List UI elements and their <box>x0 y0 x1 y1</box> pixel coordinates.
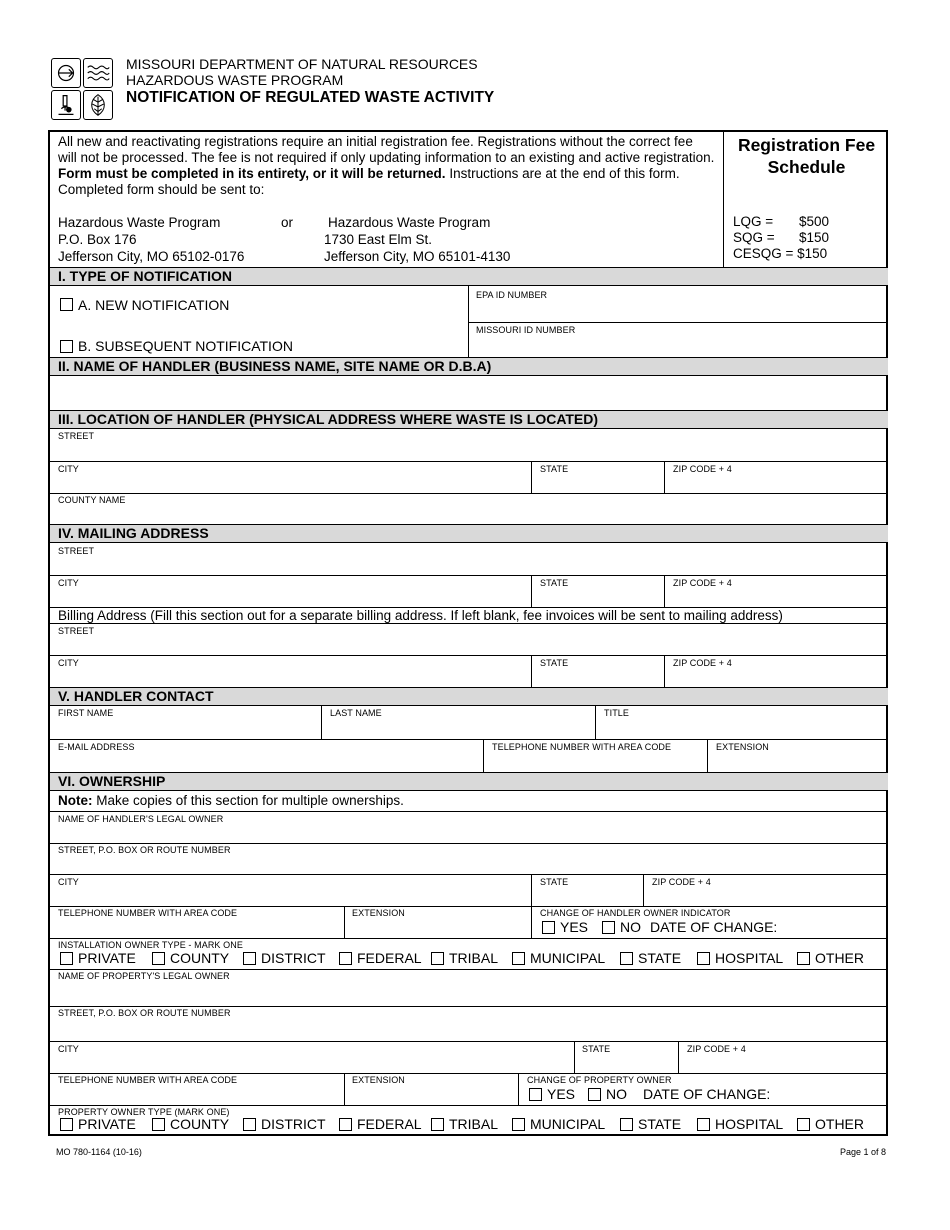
billing-address-note: Billing Address (Fill this section out for a separate billing address. If left blank, fee invoices will be sent to mailing address) <box>58 608 783 623</box>
divider <box>664 575 665 607</box>
fee-label: SQG = <box>733 230 775 245</box>
address-line: Jefferson City, MO 65101-4130 <box>324 249 511 264</box>
property-owner-type-hospital-checkbox[interactable] <box>697 1118 710 1131</box>
divider <box>50 811 888 812</box>
divider <box>595 706 596 739</box>
divider <box>50 655 888 656</box>
section-mailing-address: IV. MAILING ADDRESS <box>50 524 888 543</box>
property-owner-type-tribal-checkbox[interactable] <box>431 1118 444 1131</box>
location-street-label: STREET <box>58 431 95 441</box>
handler-name-field[interactable] <box>50 376 888 410</box>
mailing-street-label: STREET <box>58 546 95 556</box>
fee-row <box>733 214 830 230</box>
fee-title-line: Registration Fee <box>737 135 876 155</box>
property-state-label: STATE <box>582 1044 611 1054</box>
divider <box>664 655 665 687</box>
divider <box>50 739 888 740</box>
property-extension-label: EXTENSION <box>352 1075 405 1085</box>
divider <box>50 1073 888 1074</box>
divider <box>50 493 888 494</box>
handler-change-no-checkbox[interactable] <box>602 921 615 934</box>
property-owner-type-county-label: COUNTY <box>170 1116 230 1132</box>
address-line: Hazardous Waste Program <box>58 215 221 230</box>
intro-text-end: Instructions are at the end of this form. Completed form should be sent to: <box>58 166 680 197</box>
leaf-icon <box>83 90 113 120</box>
section-handler-contact: V. HANDLER CONTACT <box>50 687 888 706</box>
address-line: Hazardous Waste Program <box>328 215 491 230</box>
divider <box>50 843 888 844</box>
fee-schedule <box>725 132 888 267</box>
new-notification-label: A. NEW NOTIFICATION <box>78 297 230 313</box>
property-owner-type-federal-checkbox[interactable] <box>339 1118 352 1131</box>
installation-owner-type-district-label: DISTRICT <box>261 950 326 966</box>
divider <box>321 706 322 739</box>
installation-owner-type-label: INSTALLATION OWNER TYPE - MARK ONE <box>58 940 243 950</box>
billing-street-label: STREET <box>58 626 95 636</box>
mailing-zip-label: ZIP CODE + 4 <box>673 578 732 588</box>
address-line: P.O. Box 176 <box>58 232 137 247</box>
property-street-label: STREET, P.O. BOX OR ROUTE NUMBER <box>58 1008 231 1018</box>
fee-label: CESQG = $150 <box>733 246 828 261</box>
note-bold: Note: <box>58 793 93 808</box>
property-change-no-label: NO <box>606 1086 627 1102</box>
property-owner-type-private-checkbox[interactable] <box>60 1118 73 1131</box>
form-number: MO 780-1164 (10-16) <box>56 1147 142 1157</box>
mailing-address-street <box>324 214 510 265</box>
property-owner-type-private-label: PRIVATE <box>78 1116 136 1132</box>
divider <box>50 1041 888 1042</box>
property-city-label: CITY <box>58 1044 79 1054</box>
divider <box>50 969 888 970</box>
property-owner-type-tribal-label: TRIBAL <box>449 1116 499 1132</box>
divider <box>518 1073 519 1105</box>
property-owner-type-federal-label: FEDERAL <box>357 1116 422 1132</box>
divider <box>531 575 532 607</box>
missouri-id-label: MISSOURI ID NUMBER <box>476 325 576 335</box>
installation-owner-type-other-label: OTHER <box>815 950 864 966</box>
property-owner-type-label: PROPERTY OWNER TYPE (MARK ONE) <box>58 1107 230 1117</box>
divider <box>678 1041 679 1073</box>
or-text: or <box>281 215 294 230</box>
location-zip-label: ZIP CODE + 4 <box>673 464 732 474</box>
note-text: Make copies of this section for multiple ownerships. <box>92 793 404 808</box>
divider <box>707 739 708 772</box>
ownership-note <box>58 793 404 809</box>
handler-change-yes-label: YES <box>560 919 589 935</box>
new-notification-checkbox[interactable] <box>60 298 73 311</box>
owner-street-label: STREET, P.O. BOX OR ROUTE NUMBER <box>58 845 231 855</box>
property-owner-type-hospital-label: HOSPITAL <box>715 1116 784 1132</box>
divider <box>344 1073 345 1105</box>
property-owner-name-label: NAME OF PROPERTY'S LEGAL OWNER <box>58 971 230 981</box>
dnr-logo <box>51 58 114 121</box>
owner-phone-label: TELEPHONE NUMBER WITH AREA CODE <box>58 908 238 918</box>
owner-city-label: CITY <box>58 877 79 887</box>
section-ownership: VI. OWNERSHIP <box>50 772 888 791</box>
fee-row <box>733 230 830 246</box>
divider <box>468 322 888 323</box>
billing-zip-label: ZIP CODE + 4 <box>673 658 732 668</box>
fee-amount: $150 <box>799 230 830 245</box>
installation-owner-type-private-label: PRIVATE <box>78 950 136 966</box>
agency-name: MISSOURI DEPARTMENT OF NATURAL RESOURCES <box>126 56 478 72</box>
section-location-of-handler: III. LOCATION OF HANDLER (PHYSICAL ADDRESS WHERE WASTE IS LOCATED) <box>50 410 888 429</box>
installation-owner-type-district-checkbox[interactable] <box>243 952 256 965</box>
property-owner-type-district-checkbox[interactable] <box>243 1118 256 1131</box>
owner-zip-label: ZIP CODE + 4 <box>652 877 711 887</box>
installation-owner-type-hospital-label: HOSPITAL <box>715 950 784 966</box>
intro-bold-text: Form must be completed in its entirety, or it will be returned. <box>58 166 446 181</box>
first-name-label: FIRST NAME <box>58 708 114 718</box>
mailing-address-po <box>58 214 244 265</box>
property-owner-type-state-label: STATE <box>638 1116 682 1132</box>
divider <box>531 655 532 687</box>
fee-amount: $500 <box>799 214 830 229</box>
address-line: 1730 East Elm St. <box>324 232 433 247</box>
handler-change-no-label: NO <box>620 919 641 935</box>
property-change-no-checkbox[interactable] <box>588 1088 601 1101</box>
divider <box>483 739 484 772</box>
property-owner-type-municipal-label: MUNICIPAL <box>530 1116 606 1132</box>
installation-owner-type-state-label: STATE <box>638 950 682 966</box>
installation-owner-type-state-checkbox[interactable] <box>620 952 633 965</box>
section-type-of-notification: I. TYPE OF NOTIFICATION <box>50 267 888 286</box>
divider <box>50 874 888 875</box>
billing-state-label: STATE <box>540 658 569 668</box>
handler-date-of-change-label: DATE OF CHANGE: <box>650 919 778 935</box>
property-owner-type-municipal-checkbox[interactable] <box>512 1118 525 1131</box>
property-owner-type-district-label: DISTRICT <box>261 1116 326 1132</box>
page-number: Page 1 of 8 <box>839 1147 886 1157</box>
county-name-label: COUNTY NAME <box>58 495 126 505</box>
location-state-label: STATE <box>540 464 569 474</box>
program-name: HAZARDOUS WASTE PROGRAM <box>126 72 344 88</box>
installation-owner-type-county-label: COUNTY <box>170 950 230 966</box>
address-line: Jefferson City, MO 65102-0176 <box>58 249 245 264</box>
property-owner-type-state-checkbox[interactable] <box>620 1118 633 1131</box>
air-icon <box>51 58 81 88</box>
property-change-yes-checkbox[interactable] <box>529 1088 542 1101</box>
fee-title-line: Schedule <box>767 157 846 177</box>
divider <box>574 1041 575 1073</box>
handler-owner-name-label: NAME OF HANDLER'S LEGAL OWNER <box>58 814 224 824</box>
section-name-of-handler: II. NAME OF HANDLER (BUSINESS NAME, SITE NAME OR D.B.A) <box>50 357 888 376</box>
last-name-label: LAST NAME <box>330 708 382 718</box>
installation-owner-type-federal-label: FEDERAL <box>357 950 422 966</box>
subsequent-notification-checkbox[interactable] <box>60 340 73 353</box>
subsequent-notification-label: B. SUBSEQUENT NOTIFICATION <box>78 338 293 354</box>
property-change-yes-label: YES <box>547 1086 576 1102</box>
divider <box>50 1105 888 1106</box>
handler-change-yes-checkbox[interactable] <box>542 921 555 934</box>
installation-owner-type-other-checkbox[interactable] <box>797 952 810 965</box>
fee-label: LQG = <box>733 214 774 229</box>
installation-owner-type-federal-checkbox[interactable] <box>339 952 352 965</box>
installation-owner-type-municipal-label: MUNICIPAL <box>530 950 606 966</box>
mailing-city-label: CITY <box>58 578 79 588</box>
installation-owner-type-tribal-checkbox[interactable] <box>431 952 444 965</box>
installation-owner-type-private-checkbox[interactable] <box>60 952 73 965</box>
divider <box>531 874 532 906</box>
fee-schedule-title <box>725 134 888 178</box>
divider <box>643 874 644 906</box>
contact-title-label: TITLE <box>604 708 630 718</box>
property-owner-type-other-label: OTHER <box>815 1116 864 1132</box>
owner-extension-label: EXTENSION <box>352 908 405 918</box>
divider <box>50 906 888 907</box>
installation-owner-type-tribal-label: TRIBAL <box>449 950 499 966</box>
property-date-of-change-label: DATE OF CHANGE: <box>643 1086 771 1102</box>
fee-row <box>733 246 827 262</box>
installation-owner-type-municipal-checkbox[interactable] <box>512 952 525 965</box>
microscope-icon <box>51 90 81 120</box>
installation-owner-type-hospital-checkbox[interactable] <box>697 952 710 965</box>
property-owner-type-county-checkbox[interactable] <box>152 1118 165 1131</box>
intro-text: All new and reactivating registrations require an initial registration fee. Registrations without the correct fee will not be processed. The fee is not required if only updating information to an existing and active registration. <box>58 134 715 165</box>
divider <box>531 461 532 493</box>
divider <box>664 461 665 493</box>
divider <box>344 906 345 938</box>
contact-extension-label: EXTENSION <box>716 742 769 752</box>
divider <box>50 1006 888 1007</box>
form-title: NOTIFICATION OF REGULATED WASTE ACTIVITY <box>126 89 495 106</box>
divider <box>50 623 888 624</box>
owner-state-label: STATE <box>540 877 569 887</box>
divider <box>50 938 888 939</box>
epa-id-label: EPA ID NUMBER <box>476 290 548 300</box>
divider <box>531 906 532 938</box>
divider <box>50 575 888 576</box>
notification-form <box>48 130 888 1136</box>
billing-city-label: CITY <box>58 658 79 668</box>
water-icon <box>83 58 113 88</box>
change-handler-owner-label: CHANGE OF HANDLER OWNER INDICATOR <box>540 908 731 918</box>
email-label: E-MAIL ADDRESS <box>58 742 135 752</box>
mailing-state-label: STATE <box>540 578 569 588</box>
property-owner-type-other-checkbox[interactable] <box>797 1118 810 1131</box>
change-property-owner-label: CHANGE OF PROPERTY OWNER <box>527 1075 672 1085</box>
property-zip-label: ZIP CODE + 4 <box>687 1044 746 1054</box>
contact-phone-label: TELEPHONE NUMBER WITH AREA CODE <box>492 742 672 752</box>
installation-owner-type-county-checkbox[interactable] <box>152 952 165 965</box>
divider <box>50 461 888 462</box>
location-city-label: CITY <box>58 464 79 474</box>
property-phone-label: TELEPHONE NUMBER WITH AREA CODE <box>58 1075 238 1085</box>
